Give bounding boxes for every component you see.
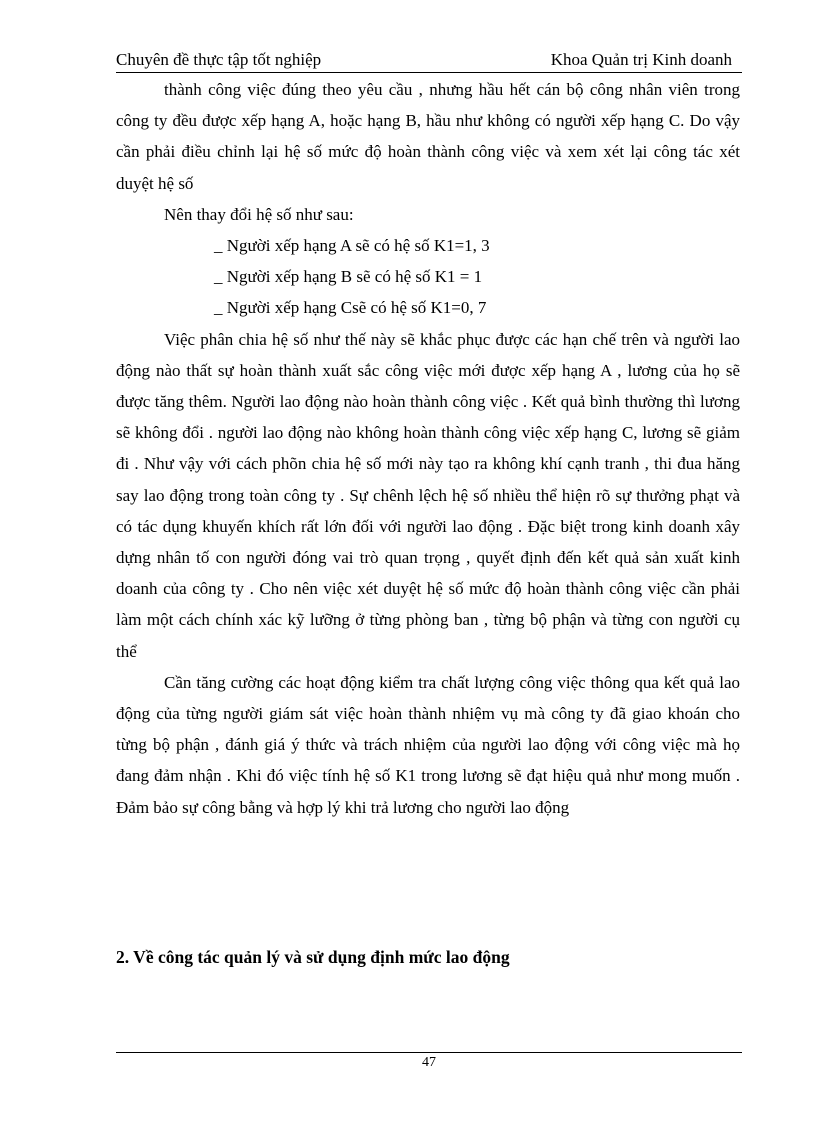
paragraph-3: Việc phân chia hệ số như thế này sẽ khắc phục được các hạn chế trên và người lao động nào thất sự hoàn thành xuất sắc công việc mới được xếp hạng A , lương của họ sẽ được tăng thêm. Người lao động nào hoàn thành công việc . Kết quả bình thường thì lương sẽ không đổi . người lao động nào không hoàn thành công việc xếp hạng C, lương sẽ giảm đi . Như vậy với cách phõn chia hệ số mới này tạo ra không khí cạnh tranh , thi đua hăng say lao động trong toàn công ty . Sự chênh lệch hệ số nhiều thể hiện rõ sự thưởng phạt và có tác dụng khuyến khích rất lớn đối với người lao động . Đặc biệt trong kinh doanh xây dựng nhân tố con người đóng vai trò quan trọng , quyết định đến kết quả sản xuất kinh doanh của công ty . Cho nên việc xét duyệt hệ số mức độ hoàn thành công việc cần phải làm một cách chính xác kỹ lưỡng ở từng phòng ban , từng bộ phận và từng con người cụ thể — [116, 329, 740, 661]
paragraph-2: Nên thay đổi hệ số như sau: — [164, 204, 354, 224]
header-right-title: Khoa Quản trị Kinh doanh — [550, 50, 732, 69]
section-heading: 2. Về công tác quản lý và sử dụng định mức lao động — [116, 947, 510, 967]
paragraph-4: Cần tăng cường các hoạt động kiểm tra chất lượng công việc thông qua kết quả lao động của từng người giám sát việc hoàn thành nhiệm vụ mà công ty đã giao khoán cho từng bộ phận , đánh giá ý thức và trách nhiệm của người lao động với công việc mà họ đang đảm nhận . Khi đó việc tính hệ số K1 trong lương sẽ đạt hiệu quả như mong muốn . Đảm bảo sự công bằng và hợp lý khi trả lương cho người lao động — [116, 672, 740, 817]
page-number: 47 — [422, 1055, 436, 1070]
paragraph-1: thành công việc đúng theo yêu cầu , nhưng hầu hết cán bộ công nhân viên trong công ty đều được xếp hạng A, hoặc hạng B, hầu như không có người xếp hạng C. Do vậy cần phải điều chỉnh lại hệ số mức độ hoàn thành công việc và xem xét lại công tác xét duyệt hệ số — [116, 80, 740, 193]
list-item-rank-a: _ Người xếp hạng A sẽ có hệ số K1=1, 3 — [214, 236, 490, 256]
header-left-title: Chuyên đề thực tập tốt nghiệp — [116, 50, 322, 69]
footer-divider — [116, 1052, 742, 1053]
list-item-rank-c: _ Người xếp hạng Csẽ có hệ số K1=0, 7 — [214, 298, 487, 318]
page-header — [116, 50, 742, 73]
list-item-rank-b: _ Người xếp hạng B sẽ có hệ số K1 = 1 — [214, 267, 483, 287]
body-text — [116, 74, 740, 823]
